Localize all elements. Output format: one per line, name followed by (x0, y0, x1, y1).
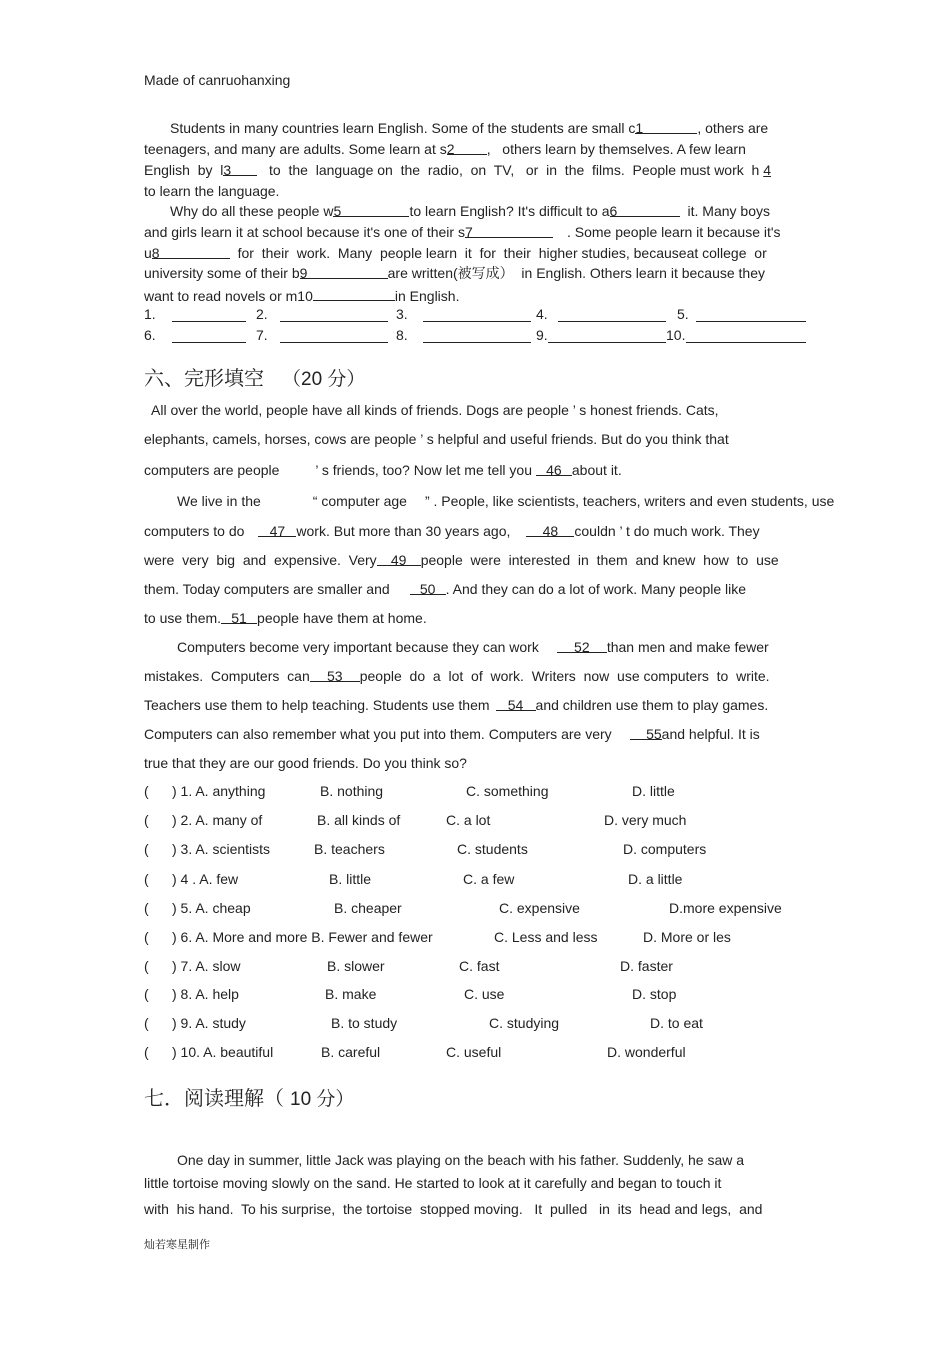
passage-text: work. But more than 30 years ago, (296, 523, 511, 539)
answer-number: 1. (144, 306, 156, 322)
option-row (144, 1015, 864, 1033)
passage-text: and children use them to play games. (535, 697, 769, 713)
answer-blank: 6 (610, 202, 680, 217)
passage-text: with his hand. To his surprise, the tortoise stopped moving. It pulled in its head and legs, and (144, 1201, 763, 1217)
answer-line[interactable] (686, 342, 806, 343)
option-b: B. cheaper (334, 900, 402, 916)
answer-blank: 54 (496, 696, 536, 711)
passage-text: , others learn by themselves. A few learn (486, 141, 746, 157)
passage-text: people do a lot of work. Writers now use computers to write. (359, 668, 770, 684)
option-row (144, 871, 864, 889)
answer-paren[interactable]: ( (144, 986, 149, 1002)
passage-text: Students in many countries learn English. Some of the students are small c (170, 120, 636, 136)
answer-blank: 50 (410, 580, 446, 595)
option-row (144, 1044, 864, 1062)
answer-line[interactable] (172, 321, 246, 322)
answer-paren[interactable]: ( (144, 812, 149, 828)
answer-number: 2. (256, 306, 268, 322)
answer-line[interactable] (423, 321, 531, 322)
option-b: B. teachers (314, 841, 385, 857)
passage-text: couldn ’ t do much work. They (574, 523, 760, 539)
section-6-title: 六、完形填空 （20 分） (144, 366, 366, 390)
passage-text: computers are people (144, 462, 280, 478)
passage-text: English by l (144, 162, 224, 178)
passage-text: All over the world, people have all kinds of friends. Dogs are people ’ s honest friends. Cats, (151, 402, 719, 418)
passage-text: mistakes. Computers can (144, 668, 310, 684)
answer-number: 10. (666, 327, 686, 343)
option-d: D. to eat (650, 1015, 703, 1031)
passage-text: to the language on the radio, on TV, or in the films. People must work h (257, 162, 760, 178)
answer-paren[interactable]: ( (144, 900, 149, 916)
passage-text: about it. (571, 462, 622, 478)
passage-text: “ computer age (312, 493, 407, 509)
option-c: C. fast (459, 958, 500, 974)
answer-blank: 47 (258, 522, 296, 537)
passage-text: Computers become very important because they can work (177, 639, 539, 655)
option-b: B. make (325, 986, 377, 1002)
passage-text: ” . People, like scientists, teachers, writers and even students, use (424, 493, 835, 509)
passage-text: people were interested in them and knew how to use (420, 552, 779, 568)
option-a: ) 7. A. slow (172, 958, 241, 974)
answer-paren[interactable]: ( (144, 1015, 149, 1031)
passage-text: and girls learn it at school because it's one of their s (144, 224, 465, 240)
answer-line[interactable] (558, 321, 666, 322)
option-c: C. useful (446, 1044, 502, 1060)
passage-text: want to read novels or m10 (144, 288, 313, 304)
option-a: ) 4 . A. few (172, 871, 239, 887)
option-d: D. wonderful (607, 1044, 686, 1060)
passage-text: elephants, camels, horses, cows are people ’ s helpful and useful friends. But do you think that (144, 431, 729, 447)
option-row (144, 958, 864, 976)
passage-text: to learn English? It's difficult to a (409, 203, 610, 219)
option-a: ) 1. A. anything (172, 783, 266, 799)
passage-text: ’ s friends, too? Now let me tell you (315, 462, 532, 478)
passage-text: teenagers, and many are adults. Some learn at s (144, 141, 447, 157)
passage-text: little tortoise moving slowly on the sand. He started to look at it carefully and began to touch it (144, 1175, 722, 1191)
passage-text: university some of their b (144, 265, 300, 281)
option-c: C. use (464, 986, 505, 1002)
option-b: B. nothing (320, 783, 384, 799)
answer-number: 9. (536, 327, 548, 343)
option-d: D. faster (620, 958, 673, 974)
passage-text: to learn the language. (144, 183, 280, 199)
option-row (144, 900, 864, 918)
passage-text: to use them. (144, 610, 222, 626)
passage-text: them. Today computers are smaller and (144, 581, 390, 597)
passage-text: Teachers use them to help teaching. Students use them (144, 697, 490, 713)
option-a: ) 8. A. help (172, 986, 239, 1002)
option-b: B. slower (327, 958, 385, 974)
option-a: ) 3. A. scientists (172, 841, 271, 857)
passage-text: true that they are our good friends. Do you think so? (144, 755, 467, 771)
answer-blank: 49 (377, 551, 421, 566)
answer-blank: 5 (333, 202, 409, 217)
answer-blank: 55 (630, 725, 662, 740)
answer-number: 5. (677, 306, 689, 322)
option-c: C. studying (489, 1015, 560, 1031)
option-row (144, 986, 864, 1004)
answer-paren[interactable]: ( (144, 841, 149, 857)
option-b: B. all kinds of (317, 812, 401, 828)
answer-number: 7. (256, 327, 268, 343)
passage-text: . And they can do a lot of work. Many people like (445, 581, 747, 597)
option-d: D. very much (604, 812, 687, 828)
passage-text: in English. (394, 288, 460, 304)
option-row (144, 812, 864, 830)
option-c: C. a few (463, 871, 515, 887)
answer-blank: 9 (300, 264, 388, 279)
passage-text: than men and make fewer (606, 639, 769, 655)
answer-number: 6. (144, 327, 156, 343)
passage-text: are written(被写成） in English. Others learn it because they (387, 265, 766, 281)
answer-blank: 46 (536, 461, 572, 476)
passage-text: One day in summer, little Jack was playing on the beach with his father. Suddenly, he saw a (177, 1152, 745, 1168)
passage-text: people have them at home. (257, 610, 427, 626)
answer-line[interactable] (548, 342, 666, 343)
answer-paren[interactable]: ( (144, 783, 149, 799)
option-c: C. students (457, 841, 528, 857)
answer-line[interactable] (280, 342, 388, 343)
answer-blank (313, 286, 395, 301)
answer-line[interactable] (280, 321, 388, 322)
option-d: D. little (632, 783, 675, 799)
answer-line[interactable] (696, 321, 806, 322)
section-7-title: 七．阅读理解（ 10 分） (144, 1086, 355, 1110)
answer-line[interactable] (423, 342, 531, 343)
option-c: C. expensive (499, 900, 580, 916)
passage-text: and helpful. It is (661, 726, 760, 742)
answer-blank: 4 (763, 162, 772, 178)
passage-text: it. Many boys (687, 203, 771, 219)
option-d: D. a little (628, 871, 683, 887)
answer-blank: 2 (447, 140, 487, 155)
option-a: ) 2. A. many of (172, 812, 263, 828)
answer-blank: 48 (526, 522, 574, 537)
option-a: ) 10. A. beautiful (172, 1044, 274, 1060)
option-c: C. Less and less (494, 929, 598, 945)
passage-text: for their work. Many people learn it for their higher studies, becauseat college or (229, 245, 767, 261)
answer-blank: 7 (465, 223, 553, 238)
option-d: D. More or les (643, 929, 731, 945)
answer-blank: 52 (557, 638, 607, 653)
option-d: D. computers (623, 841, 707, 857)
option-b: B. little (329, 871, 372, 887)
passage-text: We live in the (177, 493, 261, 509)
answer-paren[interactable]: ( (144, 871, 149, 887)
answer-number: 4. (536, 306, 548, 322)
option-c: C. a lot (446, 812, 491, 828)
passage-text: computers to do (144, 523, 245, 539)
option-b: B. careful (321, 1044, 381, 1060)
answer-blank: 51 (221, 609, 257, 624)
answer-paren[interactable]: ( (144, 929, 149, 945)
answer-blank: 1 (635, 119, 697, 134)
option-a: ) 9. A. study (172, 1015, 246, 1031)
option-b: B. to study (331, 1015, 398, 1031)
answer-number: 8. (396, 327, 408, 343)
answer-blank: 3 (223, 161, 257, 176)
answer-line[interactable] (172, 342, 246, 343)
passage-text: u (144, 245, 152, 261)
option-d: D.more expensive (669, 900, 782, 916)
passage-text: , others are (697, 120, 769, 136)
option-row (144, 841, 864, 859)
page-footer: 灿若寒星制作 (144, 1238, 210, 1251)
passage-text: were very big and expensive. Very (144, 552, 377, 568)
option-d: D. stop (632, 986, 677, 1002)
page-header: Made of canruohanxing (144, 72, 291, 88)
passage-text: . Some people learn it because it's (566, 224, 781, 240)
answer-number: 3. (396, 306, 408, 322)
answer-paren[interactable]: ( (144, 1044, 149, 1060)
passage-text: Computers can also remember what you put into them. Computers are very (144, 726, 612, 742)
answer-blank: 53 (310, 667, 360, 682)
answer-paren[interactable]: ( (144, 958, 149, 974)
answer-blank: 8 (152, 244, 230, 259)
passage-text: Why do all these people w (170, 203, 334, 219)
option-row (144, 783, 864, 801)
option-c: C. something (466, 783, 549, 799)
option-a: ) 6. A. More and more B. Fewer and fewer (172, 929, 433, 945)
option-row (144, 929, 864, 947)
option-a: ) 5. A. cheap (172, 900, 251, 916)
